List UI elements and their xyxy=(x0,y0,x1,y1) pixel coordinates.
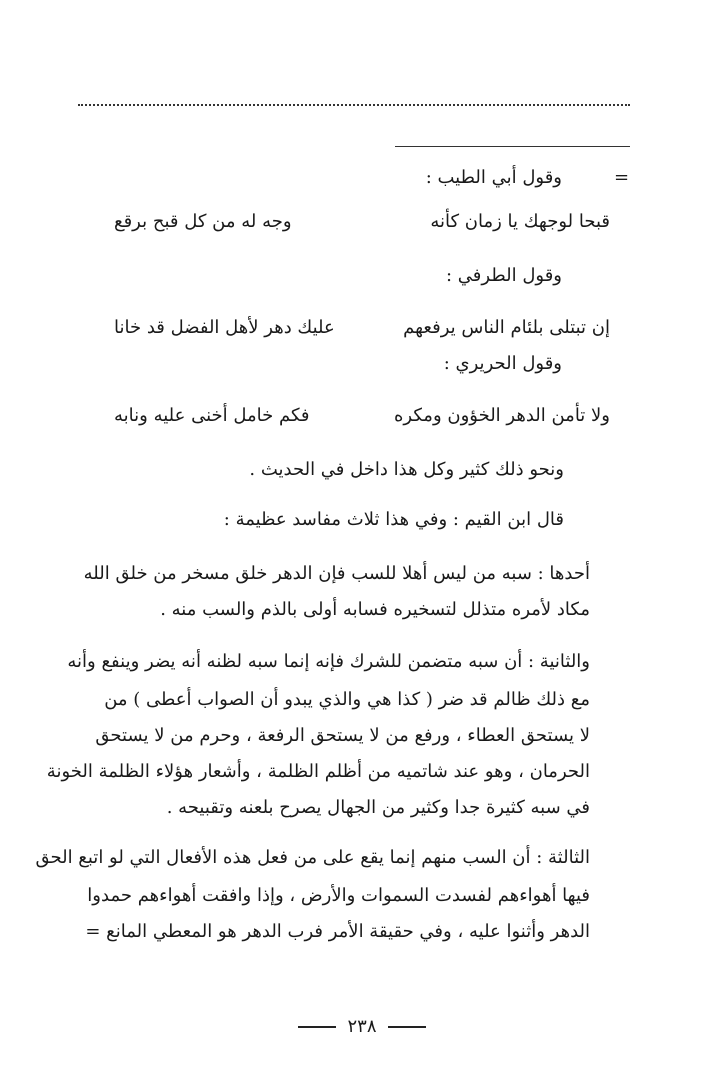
footer-dash-right xyxy=(298,1026,336,1028)
verse2-second-hemistich: عليك دهر لأهل الفضل قد خانا xyxy=(114,317,335,338)
verse-intro-tarafi: وقول الطرفي : xyxy=(446,265,562,286)
paragraph-second-line1: والثانية : أن سبه متضمن للشرك فإنه إنما سبه لظنه أنه يضر وينفع وأنه xyxy=(67,651,590,672)
paragraph-ibn-qayyim: قال ابن القيم : وفي هذا ثلاث مفاسد عظيمة : xyxy=(223,509,564,530)
verse3-second-hemistich: فكم خامل أخنى عليه ونابه xyxy=(114,405,310,426)
page-footer xyxy=(0,1015,724,1039)
paragraph-similar: ونحو ذلك كثير وكل هذا داخل في الحديث . xyxy=(249,459,564,480)
footer-dash-left xyxy=(388,1026,426,1028)
paragraph-second-line4: الحرمان ، وهو عند شاتميه من أظلم الظلمة ، وأشعار هؤلاء الظلمة الخونة xyxy=(46,761,590,782)
footnote-rule xyxy=(395,146,630,147)
page-number: ٢٣٨ xyxy=(347,1016,377,1037)
verse-intro-abu-tayyib: وقول أبي الطيب : xyxy=(425,167,562,188)
verse2-first-hemistich: إن تبتلى بلئام الناس يرفعهم xyxy=(403,317,610,338)
paragraph-third-line1: الثالثة : أن السب منهم إنما يقع على من فعل هذه الأفعال التي لو اتبع الحق xyxy=(35,847,590,868)
verse-intro-hariri: وقول الحريري : xyxy=(443,353,562,374)
paragraph-third-line3: الدهر وأثنوا عليه ، وفي حقيقة الأمر فرب الدهر هو المعطي المانع = xyxy=(85,921,590,942)
paragraph-second-line5: في سبه كثيرة جدا وكثير من الجهال يصرح بلعنه وتقبيحه . xyxy=(166,797,590,818)
paragraph-third-line2: فيها أهواءهم لفسدت السموات والأرض ، وإذا وافقت أهواءهم حمدوا xyxy=(87,885,590,906)
dotted-separator xyxy=(78,104,630,106)
verse1-first-hemistich: قبحا لوجهك يا زمان كأنه xyxy=(430,211,610,232)
continuation-mark: = xyxy=(614,167,630,188)
paragraph-first-line1: أحدها : سبه من ليس أهلا للسب فإن الدهر خلق مسخر من خلق الله xyxy=(83,563,590,584)
paragraph-first-line2: مكاد لأمره متذلل لتسخيره فسابه أولى بالذم والسب منه . xyxy=(160,599,590,620)
verse3-first-hemistich: ولا تأمن الدهر الخؤون ومكره xyxy=(394,405,610,426)
paragraph-second-line3: لا يستحق العطاء ، ورفع من لا يستحق الرفعة ، وحرم من لا يستحق xyxy=(95,725,590,746)
paragraph-second-line2: مع ذلك ظالم قد ضر ( كذا هي والذي يبدو أن الصواب أعطى ) من xyxy=(104,689,590,710)
verse1-second-hemistich: وجه له من كل قبح برقع xyxy=(114,211,292,232)
